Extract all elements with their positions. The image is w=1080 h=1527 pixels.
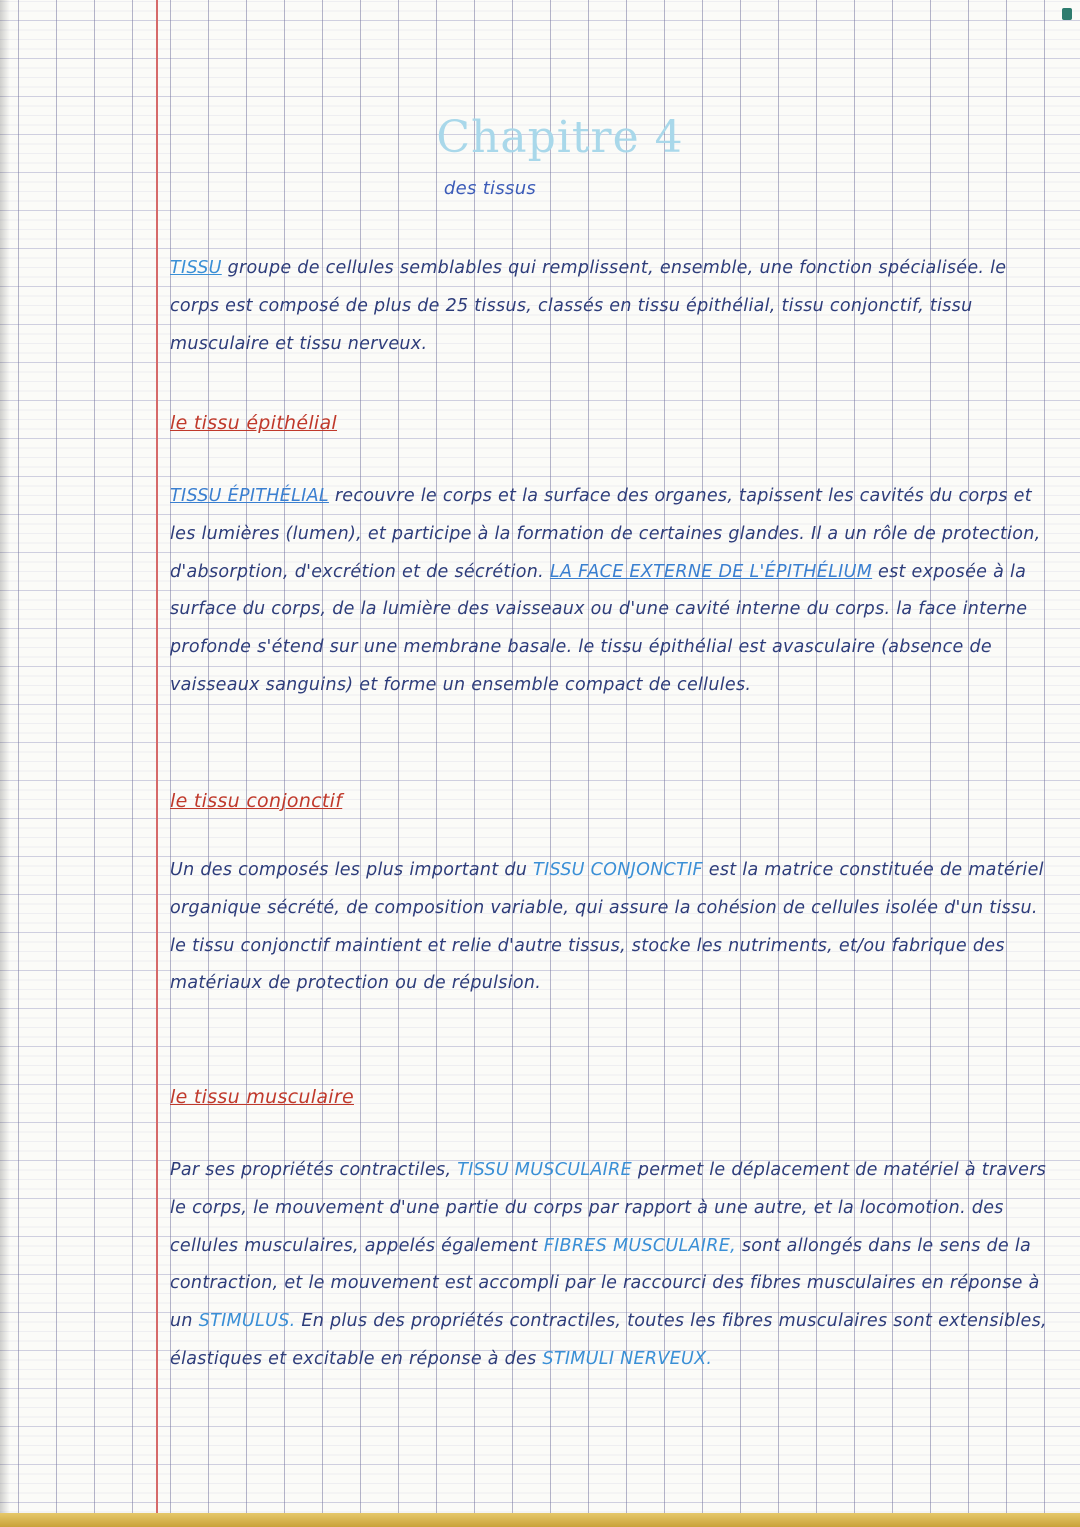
term-tissu-epithelial: TISSU ÉPITHÉLIAL (170, 486, 329, 506)
chapter-subtitle: des tissus (443, 178, 537, 199)
section-heading-conjonctif: le tissu conjonctif (170, 790, 343, 812)
section-body-musculaire (170, 1152, 1050, 1379)
section-body-conjonctif (170, 852, 1050, 1003)
chapter-title: Chapitre 4 (436, 112, 684, 163)
term-face-externe: LA FACE EXTERNE DE L'ÉPITHÉLIUM (549, 561, 873, 582)
musculaire-pre: Par ses propriétés contractiles, (170, 1160, 452, 1180)
epithelial-text-1: recouvre le corps et la surface des organes, tapissent les cavités du corps et les lumières (lumen), et participe à la formation de certaines glandes. Il a un rôle de protection, d'absorption, d'excrétion et de sécrétion. (170, 486, 1041, 582)
term-stimulus: STIMULUS. (198, 1311, 296, 1332)
term-fibres-musculaire: FIBRES MUSCULAIRE, (543, 1235, 736, 1256)
term-tissu-musculaire: TISSU MUSCULAIRE (457, 1160, 632, 1180)
conjonctif-pre: Un des composés les plus important du (170, 860, 528, 880)
musculaire-text-1: permet le déplacement de matériel à travers le corps, le mouvement d'une partie du corps par rapport à une autre, et la locomotion. des cellules musculaires, appelés également (170, 1160, 1047, 1256)
musculaire-text-3: En plus des propriétés contractiles, toutes les fibres musculaires sont extensibles, élastiques et excitable en réponse à des (170, 1311, 1047, 1369)
term-stimuli-nerveux: STIMULI NERVEUX. (542, 1348, 713, 1369)
intro-term: TISSU (170, 258, 222, 278)
epithelial-text-2: est exposée à la surface du corps, de la lumière des vaisseaux ou d'une cavité interne du corps. la face interne profonde s'étend sur une membrane basale. le tissu épithélial est avasculaire (absence de vaisseaux sanguins) et forme un ensemble compact de cellules. (170, 561, 1028, 695)
margin-line (156, 0, 158, 1527)
intro-text: groupe de cellules semblables qui remplissent, ensemble, une fonction spécialisée. le corps est composé de plus de 25 tissus, classés en tissu épithélial, tissu conjonctif, tissu musculaire et tissu nerveux. (170, 258, 1007, 354)
section-heading-musculaire: le tissu musculaire (170, 1086, 354, 1108)
term-tissu-conjonctif: TISSU CONJONCTIF (533, 860, 703, 880)
conjonctif-text: est la matrice constituée de matériel organique sécrété, de composition variable, qui assure la cohésion de cellules isolée d'un tissu. le tissu conjonctif maintient et relie d'autre tissus, stocke les nutriments, et/ou fabrique des matériaux de protection ou de répulsion. (170, 860, 1044, 994)
section-heading-epithelial: le tissu épithélial (170, 412, 338, 434)
musculaire-text-2: sont allongés dans le sens de la contraction, et le mouvement est accompli par le raccourci des fibres musculaires en réponse à un (170, 1235, 1040, 1332)
section-body-epithelial (170, 478, 1050, 705)
corner-mark (1062, 8, 1072, 20)
page-binding-shadow (0, 0, 10, 1527)
page-bottom-edge (0, 1513, 1080, 1527)
intro-paragraph (170, 250, 1050, 363)
